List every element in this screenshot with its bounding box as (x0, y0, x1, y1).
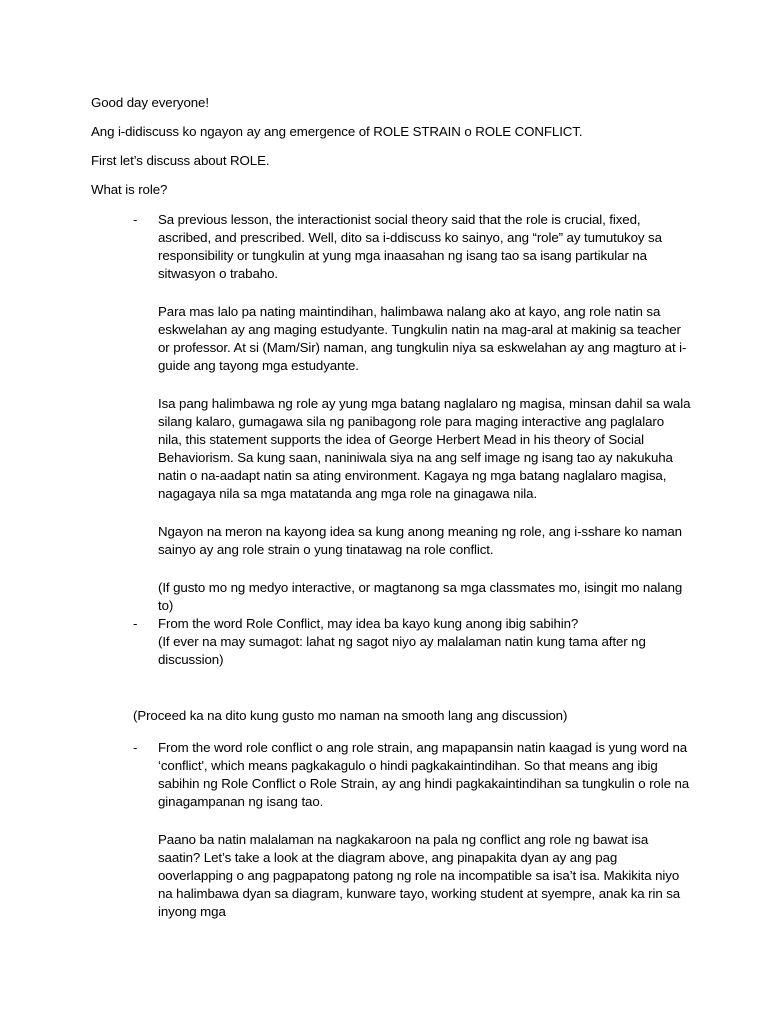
answer-note: (If ever na may sumagot: lahat ng sagot niyo ay malalaman natin kung tama after ng discussion) (158, 634, 646, 667)
interactive-note: (If gusto mo ng medyo interactive, or magtanong sa mga classmates mo, isingit mo nalang to) (158, 580, 683, 613)
proceed-note: (Proceed ka na dito kung gusto mo naman na smooth lang ang discussion) (133, 708, 568, 723)
bullet-dash: - (133, 616, 138, 631)
bullet-list-1 (91, 211, 691, 669)
role-example-paragraph: Para mas lalo pa nating maintindihan, halimbawa nalang ako at kayo, ang role natin sa eskwelahan ay ang maging estudyante. Tungkulin natin na mag-aral at makinig sa teacher or professor. At si (Mam/Sir) naman, ang tungkulin niya sa eskwelahan ay ang magturo at i-guide ang tayong mga estudyante. (158, 304, 687, 373)
role-definition-paragraph: Sa previous lesson, the interactionist social theory said that the role is crucial, fixed, ascribed, and prescribed. Well, dito sa i-ddiscuss ko sainyo, ang “role” ay tumutukoy sa responsibility or tungkulin at yung mga inaasahan ng isang tao sa isang partikular na sitwasyon o trabaho. (158, 212, 662, 281)
diagram-explanation: Paano ba natin malalaman na nagkakaroon na pala ng conflict ang role ng bawat isa saatin? Let’s take a look at the diagram above, ang pinapakita dyan ay ang pag ooverlapping o ang pagpapatong patong ng role na incompatible sa isa’t isa. Makikita niyo na halimbawa dyan sa diagram, kunware tayo, working student at syempre, anak ka rin sa inyong mga (158, 832, 681, 919)
bullet-dash: - (133, 212, 138, 227)
list-item (91, 615, 691, 669)
first-topic-line: First let’s discuss about ROLE. (91, 153, 270, 168)
role-conflict-definition: From the word role conflict o ang role strain, ang mapapansin natin kaagad is yung word na ‘conflict', which means pagkakagulo o hindi pagkakaintindihan. So that means ang ibig sabihin ng Role Conflict o Role Strain, ay ang hindi pagkakaintindihan sa tungkulin o role na ginagampanan ng isang tao. (158, 740, 690, 809)
mead-example-paragraph: Isa pang halimbawa ng role ay yung mga batang naglalaro ng magisa, minsan dahil sa wala silang kalaro, gumagawa sila ng panibagong role para maging interactive ang paglalaro nila, this statement supports the idea of George Herbert Mead in his theory of Social Behaviorism. Sa kung saan, naniniwala siya na ang self image ng isang tao ay nakukuha natin o na-aadapt natin sa ating environment. Kagaya ng mga batang naglalaro magisa, nagagaya nila sa mga matatanda ang mga role na ginagawa nila. (158, 396, 691, 501)
question-line: What is role? (91, 182, 168, 197)
document-body (91, 94, 691, 921)
list-item (91, 739, 691, 921)
transition-paragraph: Ngayon na meron na kayong idea sa kung anong meaning ng role, ang i-sshare ko naman sainyo ay ang role strain o yung tinatawag na role conflict. (158, 524, 682, 557)
bullet-dash: - (133, 740, 138, 755)
role-conflict-question: From the word Role Conflict, may idea ba kayo kung anong ibig sabihin? (158, 616, 579, 631)
list-item (91, 211, 691, 615)
intro-line: Ang i-didiscuss ko ngayon ay ang emergence of ROLE STRAIN o ROLE CONFLICT. (91, 124, 583, 139)
greeting-line: Good day everyone! (91, 95, 209, 110)
bullet-list-2 (91, 739, 691, 921)
